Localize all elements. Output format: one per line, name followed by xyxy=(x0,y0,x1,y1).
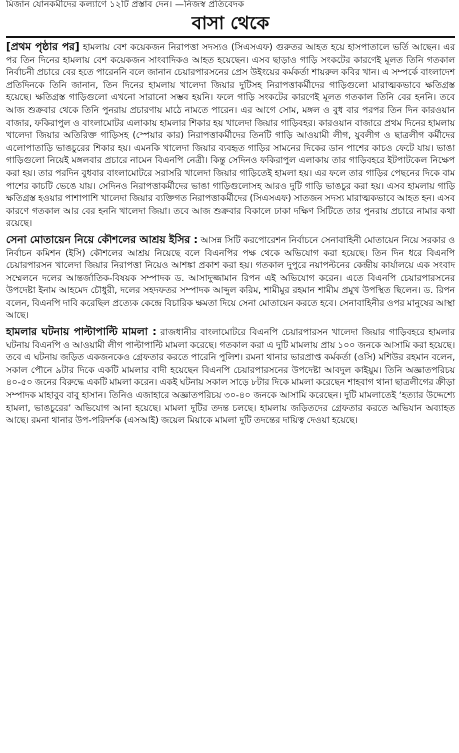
article-paragraph-army-deployment xyxy=(6,234,455,323)
article-paragraph-continuation xyxy=(6,41,455,231)
previous-article-byline: মিজান যোনকমীদের কল্যাণে ১২টি প্রস্তাব দেন। —নিজস্ব প্রতিবেদক xyxy=(6,0,245,10)
subheading-counter-cases: হামলার ঘটনায় পাল্টাপাল্টি মামলা : xyxy=(6,326,157,339)
article-headline: বাসা থেকে xyxy=(6,12,455,38)
paragraph-text: আসন্ন সিটি করপোরেশন নির্বাচনে সেনাবাহিনী মোতায়েন নিয়ে সরকার ও নির্বাচন কমিশন (ইসি) কৌশলের আশ্রয় নিয়েছে বলে বিএনপির পক্ষ থেকে অভিযোগ করা হয়েছে। তিন দিন ধরে বিএনপি চেয়ারপারসন খালেদা জিয়ার নিরাপত্তা নিয়েও আশঙ্কা প্রকাশ করা হয়। গতকাল দুপুরে নয়াপল্টনের কেন্দ্রীয় কার্যালয়ে এক সংবাদ সম্মেলনে দলের আন্তর্জাতিক-বিষয়ক সম্পাদক ড. আসাদুজ্জামান রিপন এই অভিযোগ করেন। এতে বিএনপি চেয়ারপারসনের উপদেষ্টা ইনাম আহমেদ চৌধুরী, দলের সহদফতর সম্পাদক আব্দুল করিম, শামীমুর রহমান শামীম প্রমুখ উপস্থিত ছিলেন। ড. রিপন বলেন, বিএনপি দাবি করেছিল প্রত্যেক কেন্দ্রে বিচারিক ক্ষমতা দিয়ে সেনা মোতায়েন করতে হবে। সেনাবাহিনীর ওপর মানুষের আস্থা আছে। xyxy=(6,235,456,322)
subheading-army-deployment: সেনা মোতায়েন নিয়ে কৌশলের আশ্রয় ইসির : xyxy=(6,233,198,246)
paragraph-text: রাজধানীর বাংলামোটরে বিএনপি চেয়ারপারসন খালেদা জিয়ার গাড়িবহরে হামলার ঘটনায় বিএনপি ও আওয়ামী লীগ পাল্টাপাল্টি মামলা করেছে। গতকাল করা এ দুটি মামলায় প্রায় ১০০ জনকে আসামি করা হয়েছে। তবে এ ঘটনায় জড়িত একজনকেও গ্রেফতার করতে পারেনি পুলিশ। রমনা থানার ভারপ্রাপ্ত কর্মকর্তা (ওসি) মশিউর রহমান বলেন, সকাল পৌনে ৯টার দিকে একটি মামলার বাদী হয়েছেন বিএনপি চেয়ারপারসনের উপদেষ্টা আবদুল কাইয়ুম। তিনি অজ্ঞাতপরিচয় ৪০-৫০ জনের বিরুদ্ধে একটি মামলা করেন। একই ঘটনায় সকাল সাড়ে ৮টার দিকে মামলা করেছেন শাহবাগ থানা ছাত্রলীগের ক্রীড়া সম্পাদক মাহাবুব বাবু হাসান। তিনিও এজাহারে অজ্ঞাতপরিচয় ৩০-৪০ জনকে আসামি করেছেন। দুটি মামলাতেই ‘হত্যার উদ্দেশ্যে হামলা, ভাঙচুরের’ অভিযোগ আনা হয়েছে। মামলা দুটির তদন্ত চলছে। হামলায় জড়িতদের গ্রেফতার করতে অভিযান অব্যাহত আছে। রমনা থানার উপ-পরিদর্শক (এসআই) জয়েল মিয়াকে মামলা দুটি তদন্তের দায়িত্ব দেওয়া হয়েছে। xyxy=(6,328,455,427)
paragraph-text: হামলায় বেশ কয়েকজন নিরাপত্তা সদস্যও (সিএসএফ) গুরুতর আহত হয়ে হাসপাতালে ভর্তি আছেন। এর পর তিন দিনের হামলায় বেশ কয়েকজন সাংবাদিকও আহত হয়েছেন। এসব ছাড়াও গাড়ি সংকটের কারণেই মূলত তিনি গতকাল নির্বাচনী প্রচারে বের হতে পারেননি বলে জানান চেয়ারপারসনের প্রেস উইংয়ের কর্মকর্তা শায়রুল কবির খান। এ সম্পর্কে বাংলাদেশ প্রতিদিনকে তিনি জানান, তিন দিনের হামলায় খালেদা জিয়ার দুটিসহ নিরাপত্তাকর্মীদের গাড়িগুলো মারাত্মকভাবে ক্ষতিগ্রস্ত হয়েছে। ক্ষতিগ্রস্ত গাড়িগুলো এখনো সারানো সম্ভব হয়নি। ফলে গাড়ি সংকটের কারণেই মূলত গতকাল তিনি বের হননি। তবে আজ শুক্রবার থেকে তিনি পুনরায় প্রচারণায় মাঠে নামতে পারেন। এর আগে সোম, মঙ্গল ও বুধ বার পরপর তিন দিন কারওয়ান বাজার, ফকিরাপুল ও বাংলামোটর এলাকায় হামলার শিকার হয় খালেদা জিয়ার গাড়িবহর। কারওয়ান বাজারে প্রথম দিনের হামলায় খালেদা জিয়ার অতিরিক্ত গাড়িসহ (স্পেয়ার কার) নিরাপত্তাকর্মীদের তিনটি গাড়ি আওয়ামী লীগ, যুবলীগ ও ছাত্রলীগ কর্মীদের এলোপাতাড়ি ভাঙচুরের শিকার হয়। এমনকি খালেদা জিয়ার ব্যবহৃত গাড়ির সামনের দিকের ডান পাশের কাচও ফেটে যায়। ভাঙা গাড়িগুলো নিয়েই মঙ্গলবার প্রচারে নামেন বিএনপি নেত্রী। কিন্তু সেদিনও ফকিরাপুল এলাকায় তার গাড়িবহরে ইটপাটকেল নিক্ষেপ করা হয়। তার পরদিন বুধবার বাংলামোটরে সরাসরি খালেদা জিয়ার গাড়িতেই হামলা হয়। এর ফলে তার গাড়ির পেছনের দিকে বাম পাশের কাচটি ভেঙে যায়। সেদিনও নিরাপত্তাকর্মীদের ভাঙা গাড়িগুলোসহ আরও দুটি গাড়ি ভাঙচুর করা হয়। এসব হামলায় গাড়ি ক্ষতিগ্রস্ত হওয়ার পাশাপাশি খালেদা জিয়ার ব্যক্তিগত নিরাপত্তাকর্মীদের (সিএসএফ) সাতজন সদস্য মারাত্মকভাবে আহত হন। এসব কারণে গতকাল আর বের হননি খালেদা জিয়া। তবে আজ শুক্রবার বিকালে ঢাকা দক্ষিণ সিটিতে তার পুনরায় প্রচারে নামার কথা রয়েছে। xyxy=(6,43,456,230)
article-body xyxy=(6,41,455,428)
article-paragraph-counter-cases xyxy=(6,326,455,428)
continued-from-front-page-label: [প্রথম পৃষ্ঠার পর] xyxy=(6,41,80,53)
